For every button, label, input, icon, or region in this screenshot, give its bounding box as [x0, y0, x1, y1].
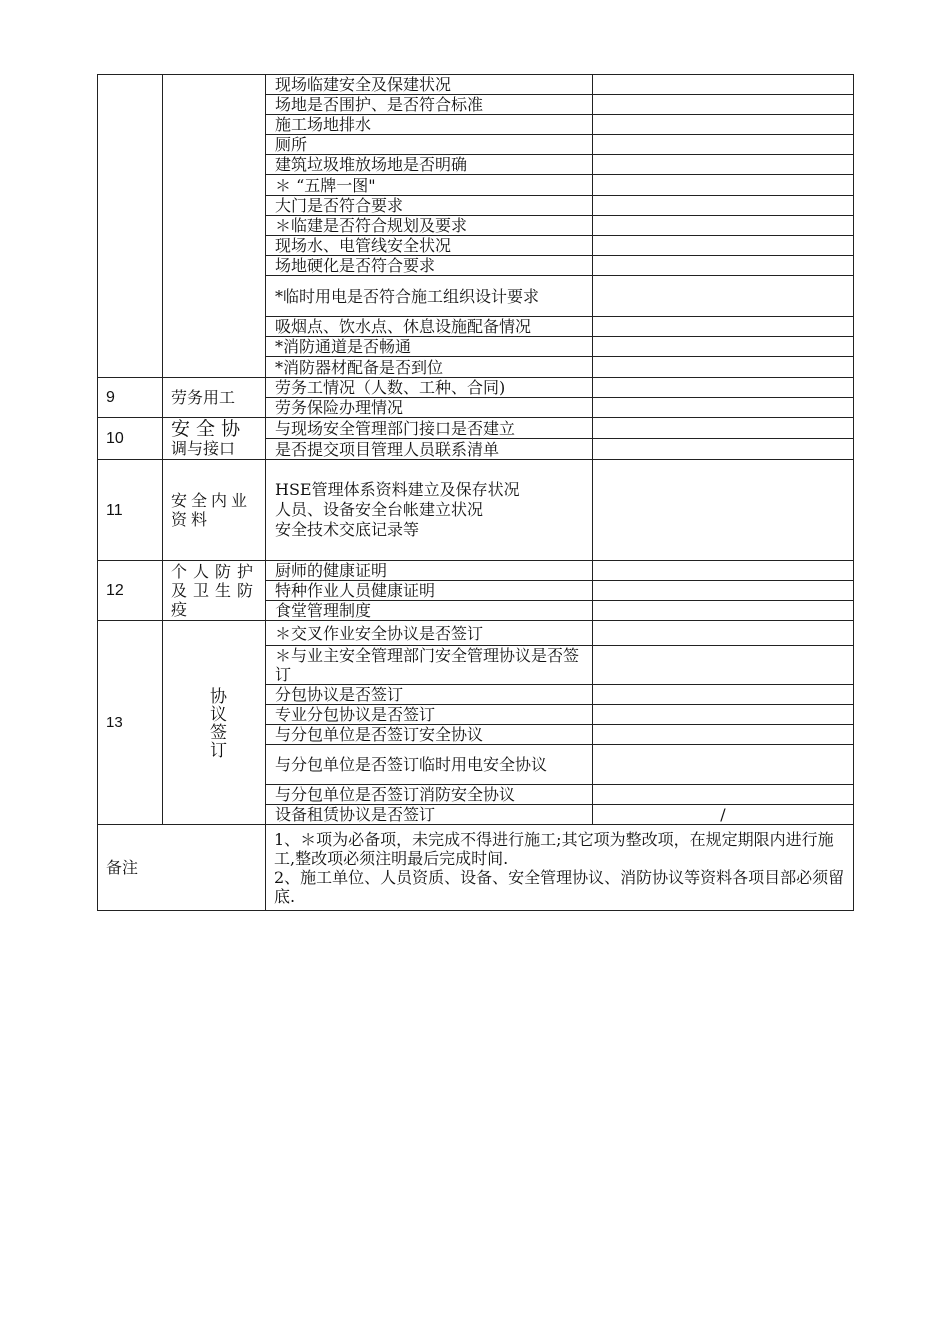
result-cell[interactable] — [593, 196, 854, 216]
check-item: 专业分包协议是否签订 — [266, 705, 593, 725]
result-cell[interactable] — [593, 115, 854, 135]
check-item: *消防通道是否畅通 — [266, 337, 593, 357]
check-item: 与现场安全管理部门接口是否建立 — [266, 418, 593, 439]
check-item: 场地硬化是否符合要求 — [266, 256, 593, 276]
check-item: 场地是否围护、是否符合标准 — [266, 95, 593, 115]
result-cell[interactable] — [593, 439, 854, 460]
check-item: 是否提交项目管理人员联系清单 — [266, 439, 593, 460]
check-item: 吸烟点、饮水点、休息设施配备情况 — [266, 317, 593, 337]
result-cell[interactable] — [593, 581, 854, 601]
check-item: 建筑垃圾堆放场地是否明确 — [266, 155, 593, 175]
check-item: 现场临建安全及保建状况 — [266, 75, 593, 95]
result-cell[interactable] — [593, 378, 854, 398]
check-item: 与分包单位是否签订安全协议 — [266, 725, 593, 745]
result-cell[interactable] — [593, 745, 854, 785]
table-row — [98, 378, 854, 398]
check-item: 特种作业人员健康证明 — [266, 581, 593, 601]
check-item: 劳务工情况（人数、工种、合同) — [266, 378, 593, 398]
section-category: 个人防护及卫生防疫 — [163, 561, 266, 621]
result-cell[interactable] — [593, 155, 854, 175]
check-item: 与分包单位是否签订临时用电安全协议 — [266, 745, 593, 785]
section-number: 10 — [98, 418, 163, 460]
table-row — [98, 460, 854, 561]
section-category: 劳务用工 — [163, 378, 266, 418]
category-vertical: 协议签订 — [206, 686, 226, 759]
check-item: ＊与业主安全管理部门安全管理协议是否签订 — [266, 646, 593, 685]
result-cell[interactable] — [593, 135, 854, 155]
check-item: 厨师的健康证明 — [266, 561, 593, 581]
check-item: 与分包单位是否签订消防安全协议 — [266, 785, 593, 805]
table-row — [98, 621, 854, 646]
note-line: 1、＊项为必备项，未完成不得进行施工;其它项为整改项，在规定期限内进行施工,整改项必须注明最后完成时间. — [274, 829, 834, 868]
check-item: ＊临建是否符合规划及要求 — [266, 216, 593, 236]
check-item: 厕所 — [266, 135, 593, 155]
section-category — [163, 418, 266, 460]
result-cell[interactable]: / — [593, 805, 854, 825]
notes-content — [266, 825, 854, 911]
category-line: 调与接口 — [171, 439, 236, 458]
inspection-table — [97, 74, 854, 911]
check-item: 施工场地排水 — [266, 115, 593, 135]
section-number: 12 — [98, 561, 163, 621]
check-item: 食堂管理制度 — [266, 601, 593, 621]
check-item: 设备租赁协议是否签订 — [266, 805, 593, 825]
result-cell[interactable] — [593, 175, 854, 196]
check-item: *消防器材配备是否到位 — [266, 357, 593, 378]
check-item: ＊交叉作业安全协议是否签订 — [266, 621, 593, 646]
result-cell[interactable] — [593, 705, 854, 725]
check-item: HSE管理体系资料建立及保存状况 — [275, 480, 520, 499]
check-item: 现场水、电管线安全状况 — [266, 236, 593, 256]
check-item: 分包协议是否签订 — [266, 685, 593, 705]
notes-row — [98, 825, 854, 911]
result-cell[interactable] — [593, 216, 854, 236]
check-item: 劳务保险办理情况 — [266, 398, 593, 418]
table-row — [98, 75, 854, 95]
result-cell[interactable] — [593, 646, 854, 685]
result-cell[interactable] — [593, 725, 854, 745]
notes-label: 备注 — [98, 825, 266, 911]
result-cell[interactable] — [593, 357, 854, 378]
check-item: 安全技术交底记录等 — [275, 520, 420, 539]
section-category — [163, 621, 266, 825]
result-cell[interactable] — [593, 460, 854, 561]
check-item: 大门是否符合要求 — [266, 196, 593, 216]
result-cell[interactable] — [593, 337, 854, 357]
result-cell[interactable] — [593, 398, 854, 418]
result-cell[interactable] — [593, 561, 854, 581]
result-cell[interactable] — [593, 418, 854, 439]
check-item: *临时用电是否符合施工组织设计要求 — [266, 276, 593, 317]
result-cell[interactable] — [593, 317, 854, 337]
table-row — [98, 418, 854, 439]
result-cell[interactable] — [593, 785, 854, 805]
result-cell[interactable] — [593, 75, 854, 95]
result-cell[interactable] — [593, 236, 854, 256]
section-number: 11 — [98, 460, 163, 561]
section-number: 9 — [98, 378, 163, 418]
section-category — [163, 75, 266, 378]
note-line: 2、施工单位、人员资质、设备、安全管理协议、消防协议等资料各项目部必须留底. — [274, 867, 845, 906]
result-cell[interactable] — [593, 601, 854, 621]
result-cell[interactable] — [593, 621, 854, 646]
result-cell[interactable] — [593, 276, 854, 317]
section-number: 13 — [98, 621, 163, 825]
check-item-block — [266, 460, 593, 561]
section-category: 安全内业资料 — [163, 460, 266, 561]
check-item: 人员、设备安全台帐建立状况 — [275, 500, 484, 519]
category-line: 安 全 协 — [171, 418, 241, 440]
result-cell[interactable] — [593, 256, 854, 276]
table-row — [98, 561, 854, 581]
check-item: ＊ “五牌一图" — [266, 175, 593, 196]
result-cell[interactable] — [593, 95, 854, 115]
result-cell[interactable] — [593, 685, 854, 705]
section-number — [98, 75, 163, 378]
